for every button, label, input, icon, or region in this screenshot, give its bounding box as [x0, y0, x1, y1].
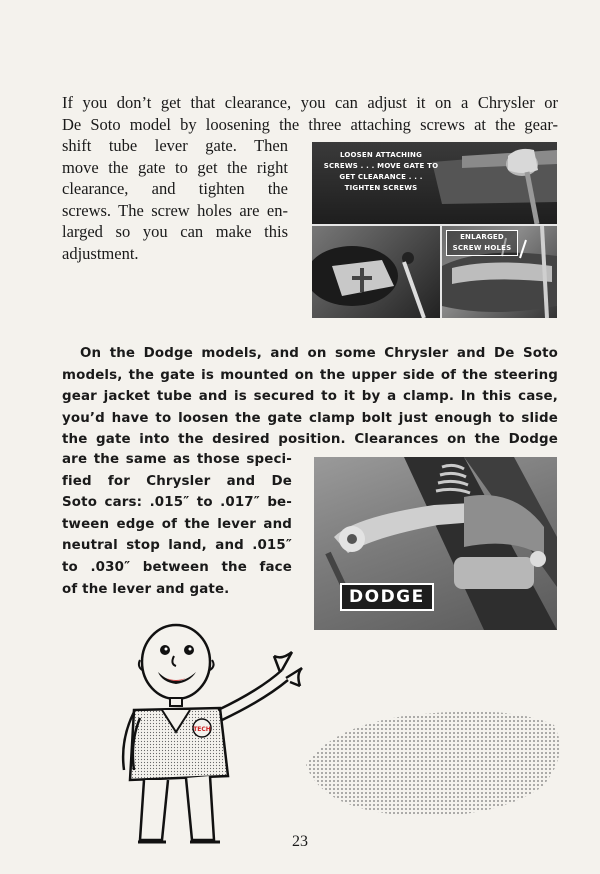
- dodge-label: DODGE: [340, 583, 434, 611]
- text-line: fied for Chrysler and De: [62, 473, 292, 489]
- text-line: neutral stop land, and .015″: [62, 538, 292, 554]
- text-line: If you don’t get that clearance, you can adjust it on a Chrysler or: [62, 93, 558, 112]
- text-line: screws. The screw holes are en-: [62, 200, 288, 220]
- text-line: the gate into the desired position. Clearances on the Dodge: [62, 432, 558, 448]
- text-line: move the gate to get the right: [62, 157, 288, 177]
- dodge-gate-photo: [314, 457, 557, 630]
- text-line: tween edge of the lever and: [62, 516, 292, 532]
- page-number: 23: [292, 833, 308, 850]
- text-line: adjustment.: [62, 243, 139, 263]
- gearshift-gate-photo: [312, 142, 557, 318]
- photo-divider: [440, 226, 442, 318]
- text-line: of the lever and gate.: [62, 581, 230, 597]
- text-line: clearance, and tighten the: [62, 179, 288, 198]
- mascot-badge-text: TECH: [193, 726, 211, 733]
- text-line: are the same as those speci-: [62, 452, 292, 467]
- text-line: larged so you can make this: [62, 222, 288, 241]
- text-line: Soto cars: .015″ to .017″ be-: [62, 495, 292, 511]
- text-line: On the Dodge models, and on some Chrysler and De Soto: [80, 346, 558, 361]
- text-line: shift tube lever gate. Then: [62, 136, 288, 155]
- mascot-illustration: [110, 620, 410, 850]
- text-line: to .030″ between the face: [62, 559, 292, 575]
- paragraph-2-lead: [62, 343, 558, 451]
- text-line: you’d have to loosen the gate clamp bolt just enough to slide: [62, 410, 558, 426]
- paragraph-1-lead: [62, 92, 558, 135]
- text-line: models, the gate is mounted on the upper side of the steering: [62, 367, 558, 383]
- photo-panel-bottom-left: [312, 226, 440, 318]
- photo-inset-caption: ENLARGED SCREW HOLES: [446, 230, 518, 256]
- photo-caption: LOOSEN ATTACHING SCREWS . . . MOVE GATE TO GET CLEARANCE . . . TIGHTEN SCREWS: [323, 151, 439, 192]
- paragraph-2-wrap: [62, 449, 292, 600]
- photo-divider: [312, 224, 557, 226]
- gate-illustration: [312, 226, 440, 318]
- paragraph-1-wrap: [62, 135, 288, 264]
- text-line: De Soto model by loosening the three attaching screws at the gear-: [62, 114, 558, 134]
- text-line: gear jacket tube and is secured to it by a clamp. In this case,: [62, 389, 558, 405]
